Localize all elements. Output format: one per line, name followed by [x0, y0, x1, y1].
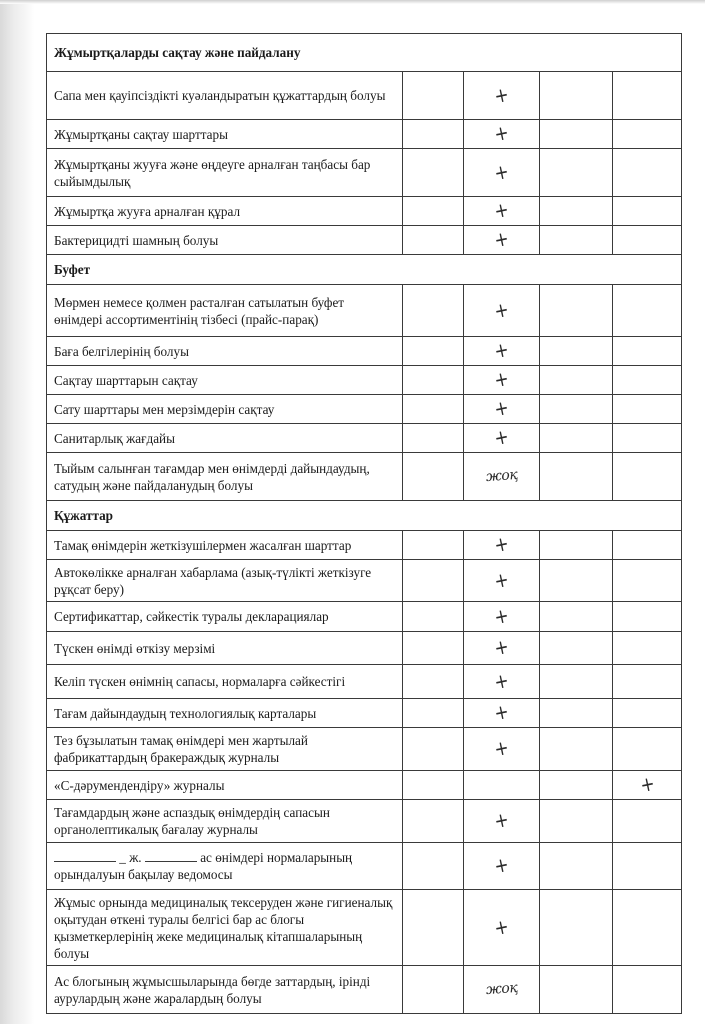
row-label: Мөрмен немесе қолмен расталған сатылатын буфет өнімдері ассортиментінің тізбесі (прайс-парақ): [47, 285, 403, 337]
row-label: Жұмыс орнында медициналық тексеруден және гигиеналық оқытудан өткені туралы белгісі бар ас блогы қызметкерлерінің жеке медициналық кітапшаларының болуы: [47, 890, 403, 966]
mark-cell-col-4: [613, 197, 682, 226]
mark-cell-col-2: [464, 285, 540, 337]
checklist-row: [47, 665, 682, 699]
mark-cell-col-1: [403, 632, 464, 665]
mark-cell-col-1: [403, 890, 464, 966]
handwritten-plus-mark: +: [492, 633, 511, 661]
mark-cell-col-3: [540, 285, 613, 337]
row-label: Келіп түскен өнімнің сапасы, нормаларға сәйкестігі: [47, 665, 403, 699]
checklist-row: [47, 843, 682, 890]
checklist-row: [47, 395, 682, 424]
checklist-table: [46, 33, 682, 1014]
section-title: Құжаттар: [47, 501, 682, 531]
handwritten-plus-mark: +: [492, 530, 511, 558]
mark-cell-col-4: [613, 699, 682, 728]
mark-cell-col-2: [464, 890, 540, 966]
mark-cell-col-1: [403, 665, 464, 699]
mark-cell-col-3: [540, 120, 613, 149]
mark-cell-col-2: [464, 424, 540, 453]
mark-cell-col-1: [403, 560, 464, 602]
mark-cell-col-2: [464, 395, 540, 424]
mark-cell-col-4: [613, 800, 682, 843]
row-label: Автокөлікке арналған хабарлама (азық-түлікті жеткізуге рұқсат беру): [47, 560, 403, 602]
section-header-row: [47, 255, 682, 285]
mark-cell-col-4: [613, 966, 682, 1014]
mark-cell-col-2: [464, 843, 540, 890]
checklist-row: [47, 800, 682, 843]
mark-cell-col-3: [540, 337, 613, 366]
handwritten-plus-mark: +: [492, 394, 511, 422]
row-label: Тағамдардың және аспаздық өнімдердің сапасын органолептикалық бағалау журналы: [47, 800, 403, 843]
checklist-row: [47, 424, 682, 453]
mark-cell-col-4: [613, 366, 682, 395]
row-label: «С-дәрумендендіру» журналы: [47, 771, 403, 800]
mark-cell-col-2: [464, 337, 540, 366]
checklist-row: [47, 197, 682, 226]
mark-cell-col-1: [403, 149, 464, 197]
scan-shadow-top: [0, 0, 705, 4]
mark-cell-col-2: [464, 771, 540, 800]
mark-cell-col-2: [464, 800, 540, 843]
mark-cell-col-4: [613, 602, 682, 632]
mark-cell-col-2: [464, 120, 540, 149]
mark-cell-col-2: [464, 665, 540, 699]
mark-cell-col-2: [464, 699, 540, 728]
mark-cell-col-3: [540, 771, 613, 800]
checklist-row: [47, 149, 682, 197]
mark-cell-col-4: [613, 285, 682, 337]
mark-cell-col-1: [403, 699, 464, 728]
row-label: Санитарлық жағдайы: [47, 424, 403, 453]
row-label-part: ж.: [129, 850, 142, 865]
row-label: Түскен өнімді өткізу мерзімі: [47, 632, 403, 665]
handwritten-plus-mark: +: [492, 851, 511, 879]
mark-cell-col-3: [540, 197, 613, 226]
checklist-row: [47, 366, 682, 395]
mark-cell-col-3: [540, 800, 613, 843]
mark-cell-col-1: [403, 531, 464, 560]
mark-cell-col-4: [613, 632, 682, 665]
mark-cell-col-4: [613, 728, 682, 771]
mark-cell-col-1: [403, 120, 464, 149]
checklist-row: [47, 285, 682, 337]
checklist-row: [47, 531, 682, 560]
handwritten-plus-mark: +: [637, 770, 657, 798]
mark-cell-col-4: [613, 890, 682, 966]
mark-cell-col-3: [540, 366, 613, 395]
handwritten-plus-mark: +: [492, 734, 511, 762]
mark-cell-col-1: [403, 285, 464, 337]
mark-cell-col-3: [540, 531, 613, 560]
mark-cell-col-1: [403, 366, 464, 395]
mark-cell-col-3: [540, 424, 613, 453]
checklist-row: [47, 453, 682, 501]
mark-cell-col-3: [540, 843, 613, 890]
mark-cell-col-2: [464, 226, 540, 255]
mark-cell-col-2: [464, 149, 540, 197]
mark-cell-col-1: [403, 453, 464, 501]
handwritten-plus-mark: +: [492, 196, 511, 224]
mark-cell-col-3: [540, 699, 613, 728]
checklist-row: [47, 632, 682, 665]
mark-cell-col-3: [540, 632, 613, 665]
mark-cell-col-2: [464, 966, 540, 1014]
mark-cell-col-1: [403, 337, 464, 366]
checklist-row: [47, 120, 682, 149]
row-label: Жұмыртқаны жууға және өңдеуге арналған таңбасы бар сыйымдылық: [47, 149, 403, 197]
mark-cell-col-3: [540, 149, 613, 197]
mark-cell-col-1: [403, 728, 464, 771]
mark-cell-col-2: [464, 602, 540, 632]
mark-cell-col-3: [540, 560, 613, 602]
row-label: Сату шарттары мен мерзімдерін сақтау: [47, 395, 403, 424]
row-label: Сапа мен қауіпсіздікті куәландыратын құжаттардың болуы: [47, 72, 403, 120]
handwritten-plus-mark: +: [492, 296, 511, 323]
mark-cell-col-4: [613, 395, 682, 424]
section-header-row: [47, 501, 682, 531]
row-label: Сертификаттар, сәйкестік туралы декларациялар: [47, 602, 403, 632]
mark-cell-col-3: [540, 72, 613, 120]
handwritten-plus-mark: +: [492, 365, 511, 393]
mark-cell-col-2: [464, 366, 540, 395]
checklist-row: [47, 72, 682, 120]
handwritten-plus-mark: +: [492, 667, 511, 694]
handwritten-plus-mark: +: [492, 81, 511, 108]
mark-cell-col-3: [540, 453, 613, 501]
row-label-part: ас өнімдері нормаларының орындалуын бақылау ведомосы: [54, 850, 353, 882]
mark-cell-col-1: [403, 602, 464, 632]
mark-cell-col-2: [464, 560, 540, 602]
mark-cell-col-2: [464, 531, 540, 560]
handwritten-plus-mark: +: [492, 602, 511, 629]
blank-fill-line: [145, 849, 197, 862]
mark-cell-col-2: [464, 197, 540, 226]
mark-cell-col-2: [464, 632, 540, 665]
mark-cell-col-4: [613, 120, 682, 149]
mark-cell-col-4: [613, 453, 682, 501]
mark-cell-col-2: [464, 453, 540, 501]
mark-cell-col-4: [613, 560, 682, 602]
mark-cell-col-4: [613, 843, 682, 890]
checklist-row: [47, 602, 682, 632]
mark-cell-col-1: [403, 226, 464, 255]
row-label: Бактерицидті шамның болуы: [47, 226, 403, 255]
checklist-row: [47, 728, 682, 771]
handwritten-plus-mark: +: [492, 913, 511, 940]
blank-fill-line: [54, 849, 116, 862]
row-label: Тыйым салынған тағамдар мен өнімдерді дайындаудың, сатудың және пайдаланудың болуы: [47, 453, 403, 501]
checklist-row: [47, 890, 682, 966]
mark-cell-col-1: [403, 966, 464, 1014]
handwritten-plus-mark: +: [492, 698, 511, 726]
mark-cell-col-3: [540, 226, 613, 255]
mark-cell-col-4: [613, 337, 682, 366]
section-title: Буфет: [47, 255, 682, 285]
mark-cell-col-4: [613, 771, 682, 800]
mark-cell-col-2: [464, 728, 540, 771]
handwritten-plus-mark: +: [492, 423, 511, 451]
checklist-row: [47, 226, 682, 255]
mark-cell-col-1: [403, 843, 464, 890]
mark-cell-col-1: [403, 800, 464, 843]
mark-cell-col-3: [540, 728, 613, 771]
scan-shadow-edge: [0, 0, 34, 1024]
mark-cell-col-3: [540, 602, 613, 632]
row-label: Сақтау шарттарын сақтау: [47, 366, 403, 395]
mark-cell-col-3: [540, 665, 613, 699]
mark-cell-col-3: [540, 966, 613, 1014]
section-title: Жұмыртқаларды сақтау және пайдалану: [47, 34, 682, 72]
handwritten-plus-mark: +: [492, 336, 511, 364]
mark-cell-col-2: [464, 72, 540, 120]
handwritten-plus-mark: +: [492, 119, 511, 147]
mark-cell-col-1: [403, 395, 464, 424]
handwritten-note: жоқ: [485, 466, 518, 486]
mark-cell-col-1: [403, 424, 464, 453]
mark-cell-col-1: [403, 197, 464, 226]
row-label: Жұмыртқа жууға арналған құрал: [47, 197, 403, 226]
mark-cell-col-4: [613, 665, 682, 699]
mark-cell-col-3: [540, 395, 613, 424]
mark-cell-col-4: [613, 149, 682, 197]
row-label: Ас блогының жұмысшыларында бөгде заттардың, ірінді аурулардың және жаралардың болуы: [47, 966, 403, 1014]
handwritten-plus-mark: +: [492, 806, 511, 834]
mark-cell-col-3: [540, 890, 613, 966]
row-label: Тағам дайындаудың технологиялық карталары: [47, 699, 403, 728]
mark-cell-col-4: [613, 531, 682, 560]
handwritten-plus-mark: +: [492, 158, 511, 185]
mark-cell-col-4: [613, 72, 682, 120]
mark-cell-col-4: [613, 226, 682, 255]
row-label: Жұмыртқаны сақтау шарттары: [47, 120, 403, 149]
checklist-row: [47, 771, 682, 800]
mark-cell-col-1: [403, 72, 464, 120]
row-label: Баға белгілерінің болуы: [47, 337, 403, 366]
row-label: Тамақ өнімдерін жеткізушілермен жасалған шарттар: [47, 531, 403, 560]
checklist-row: [47, 699, 682, 728]
mark-cell-col-1: [403, 771, 464, 800]
handwritten-plus-mark: +: [492, 225, 511, 253]
row-label: Тез бұзылатын тамақ өнімдері мен жартылай фабрикаттардың бракераждық журналы: [47, 728, 403, 771]
row-label: _ ж. ас өнімдері нормаларының орындалуын бақылау ведомосы: [47, 843, 403, 890]
handwritten-note: жоқ: [485, 979, 518, 999]
checklist-row: [47, 337, 682, 366]
handwritten-plus-mark: +: [492, 566, 511, 593]
checklist-row: [47, 560, 682, 602]
section-header-row: [47, 34, 682, 72]
mark-cell-col-4: [613, 424, 682, 453]
checklist-row: [47, 966, 682, 1014]
